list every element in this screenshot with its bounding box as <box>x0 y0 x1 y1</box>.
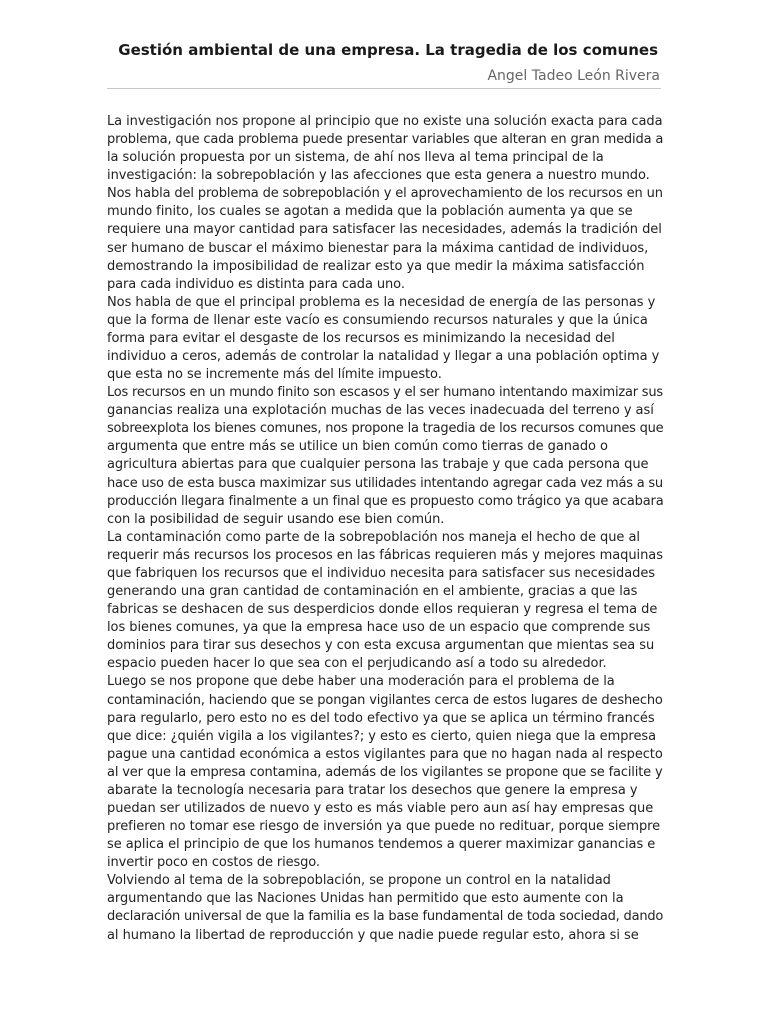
text-line: Nos habla de que el principal problema es la necesidad de energía de las personas y <box>107 294 656 310</box>
text-line: generando una gran cantidad de contaminación en el ambiente, gracias a que las <box>107 584 638 600</box>
text-line: declaración universal de que la familia es la base fundamental de toda sociedad, dando <box>107 909 664 925</box>
paragraph <box>107 673 667 872</box>
text-line: dominios para tirar sus desechos y con esta excusa argumentan que mientas sea su <box>107 638 655 654</box>
text-line: con la posibilidad de seguir usando ese bien común. <box>107 511 445 527</box>
text-line: mundo finito, los cuales se agotan a medida que la población aumenta ya que se <box>107 204 633 220</box>
text-line: sobreexplota los bienes comunes, nos propone la tragedia de los recursos comunes que <box>107 421 664 437</box>
paragraph <box>107 185 667 293</box>
text-line: que fabriquen los recursos que el individuo necesita para satisfacer sus necesidades <box>107 565 655 581</box>
text-line: para regularlo, pero esto no es del todo efectivo ya que se aplica un término francés <box>107 710 655 726</box>
document-title: Gestión ambiental de una empresa. La tragedia de los comunes <box>118 41 658 59</box>
text-line: los bienes comunes, ya que la empresa hace uso de un espacio que comprende sus <box>107 620 651 636</box>
text-line: argumentando que las Naciones Unidas han permitido que esto aumente con la <box>107 891 624 907</box>
text-line: se aplica el principio de que los humanos tendemos a querer maximizar ganancias e <box>107 837 656 853</box>
header-divider <box>107 88 661 89</box>
text-line: prefieren no tomar ese riesgo de inversión ya que puede no redituar, porque siempre <box>107 819 661 835</box>
text-line: al humano la libertad de reproducción y que nadie puede regular esto, ahora si se <box>107 927 639 943</box>
text-line: Volviendo al tema de la sobrepoblación, se propone un control en la natalidad <box>107 873 611 889</box>
text-line: La contaminación como parte de la sobrepoblación nos maneja el hecho de que al <box>107 529 640 545</box>
text-line: investigación: la sobrepoblación y las afecciones que esta genera a nuestro mundo. <box>107 168 650 184</box>
text-line: requerir más recursos los procesos en las fábricas requieren más y mejores maquinas <box>107 547 663 563</box>
text-line: invertir poco en costos de riesgo. <box>107 855 320 871</box>
document-author: Angel Tadeo León Rivera <box>487 68 660 84</box>
text-line: Los recursos en un mundo finito son escasos y el ser humano intentando maximizar sus <box>107 385 663 401</box>
text-line: la solución propuesta por un sistema, de ahí nos lleva al tema principal de la <box>107 150 604 166</box>
text-line: Luego se nos propone que debe haber una moderación para el problema de la <box>107 674 615 690</box>
text-line: hace uso de esta busca maximizar sus utilidades intentando agregar cada vez más a su <box>107 475 663 491</box>
text-line: agricultura abiertas para que cualquier persona las trabaje y que cada persona que <box>107 457 649 473</box>
text-line: contaminación, haciendo que se pongan vigilantes cerca de estos lugares de deshecho <box>107 692 663 708</box>
text-line: espacio pueden hacer lo que sea con el perjudicando así a todo su alrededor. <box>107 656 607 672</box>
text-line: que la forma de llenar este vacío es consumiendo recursos naturales y que la única <box>107 312 648 328</box>
text-line: fabricas se deshacen de sus desperdicios donde ellos requieran y regresa el tema de <box>107 602 658 618</box>
text-line: ganancias realiza una explotación muchas de las veces inadecuada del terreno y así <box>107 403 654 419</box>
text-line: pague una cantidad económica a estos vigilantes para que no hagan nada al respecto <box>107 746 663 762</box>
paragraph <box>107 294 667 384</box>
paragraph <box>107 529 667 674</box>
text-line: argumenta que entre más se utilice un bien común como tierras de ganado o <box>107 439 608 455</box>
paragraph <box>107 384 667 529</box>
text-line: abarate la tecnología necesaria para tratar los desechos que genere la empresa y <box>107 782 638 798</box>
text-line: al ver que la empresa contamina, además de los vigilantes se propone que se facilite y <box>107 764 663 780</box>
text-line: demostrando la imposibilidad de realizar esto ya que medir la máxima satisfacción <box>107 258 645 274</box>
document-body <box>107 113 667 945</box>
text-line: forma para evitar el desgaste de los recursos es minimizando la necesidad del <box>107 330 615 346</box>
text-line: ser humano de buscar el máximo bienestar para la máxima cantidad de individuos, <box>107 240 649 256</box>
text-line: que esta no se incremente más del límite impuesto. <box>107 367 442 383</box>
text-line: requiere una mayor cantidad para satisfacer las necesidades, además la tradición del <box>107 222 662 238</box>
text-line: Nos habla del problema de sobrepoblación y el aprovechamiento de los recursos en un <box>107 186 663 202</box>
text-line: La investigación nos propone al principio que no existe una solución exacta para cada <box>107 114 663 129</box>
text-line: que dice: ¿quién vigila a los vigilantes?; y esto es cierto, quien niega que la empresa <box>107 728 657 744</box>
text-line: producción llegara finalmente a un final que es propuesto como trágico ya que acabara <box>107 493 664 509</box>
paragraph <box>107 872 667 944</box>
paragraph <box>107 113 667 185</box>
text-line: para cada individuo es distinta para cada uno. <box>107 276 405 292</box>
text-line: problema, que cada problema puede presentar variables que alteran en gran medida a <box>107 132 664 148</box>
text-line: individuo a ceros, además de controlar la natalidad y llegar a una población optima y <box>107 349 660 365</box>
text-line: puedan ser utilizados de nuevo y esto es más viable pero aun así hay empresas que <box>107 800 654 816</box>
